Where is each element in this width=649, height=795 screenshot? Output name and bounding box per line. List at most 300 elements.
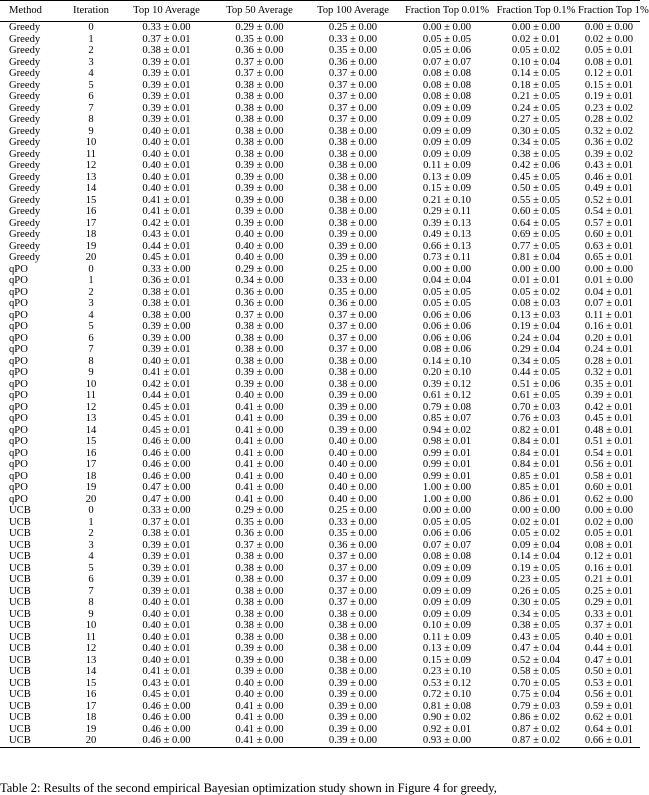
value-cell: 0.25 ± 0.00 — [328, 505, 378, 516]
value-cell: 0.40 ± 0.01 — [142, 171, 191, 183]
iteration-cell: 11 — [85, 631, 97, 643]
value-cell: 0.87 ± 0.02 — [494, 735, 578, 747]
value-cell: 0.39 ± 0.01 — [142, 562, 191, 574]
value-cell: 0.29 ± 0.11 — [423, 206, 471, 217]
value-cell: 0.05 ± 0.01 — [584, 528, 634, 539]
value-cell: 0.33 ± 0.00 — [142, 505, 191, 516]
value-cell: 0.23 ± 0.10 — [422, 666, 472, 677]
value-cell: 0.28 ± 0.01 — [584, 355, 634, 367]
method-cell: Greedy — [9, 171, 41, 183]
value-cell: 0.00 ± 0.00 — [511, 505, 561, 516]
value-cell: 0.36 ± 0.02 — [584, 137, 634, 148]
iteration-cell: 11 — [85, 148, 97, 160]
value-cell: 0.44 ± 0.01 — [142, 240, 191, 252]
value-cell: 0.09 ± 0.09 — [422, 102, 472, 114]
value-cell: 0.62 ± 0.00 — [584, 493, 634, 505]
value-cell: 0.01 ± 0.01 — [511, 275, 561, 286]
value-cell: 0.54 ± 0.01 — [584, 447, 634, 459]
value-cell: 0.53 ± 0.01 — [584, 677, 634, 689]
value-cell: 0.04 ± 0.01 — [584, 286, 634, 298]
value-cell: 0.59 ± 0.01 — [584, 700, 634, 712]
iteration-cell: 12 — [85, 160, 97, 171]
value-cell: 0.38 ± 0.00 — [235, 551, 284, 562]
value-cell: 0.40 ± 0.00 — [328, 459, 378, 470]
value-cell: 0.38 ± 0.00 — [235, 102, 284, 114]
iteration-cell: 2 — [88, 286, 94, 298]
value-cell: 0.34 ± 0.05 — [511, 137, 561, 148]
value-cell: 0.21 ± 0.10 — [422, 194, 472, 206]
iteration-cell: 14 — [85, 666, 97, 677]
iteration-cell: 3 — [88, 56, 94, 68]
value-cell: 0.40 ± 0.01 — [142, 355, 191, 367]
value-cell: 0.15 ± 0.01 — [584, 79, 634, 91]
method-cell: UCB — [9, 539, 31, 551]
value-cell: 0.93 ± 0.00 — [400, 735, 494, 747]
value-cell: 0.92 ± 0.01 — [422, 723, 472, 735]
iteration-cell: 17 — [85, 217, 97, 229]
value-cell: 0.39 ± 0.01 — [142, 79, 191, 91]
value-cell: 0.37 ± 0.00 — [328, 68, 378, 79]
value-cell: 0.37 ± 0.00 — [235, 309, 284, 321]
table-row — [0, 379, 640, 391]
value-cell: 0.56 ± 0.01 — [584, 459, 634, 470]
method-cell: qPO — [9, 378, 28, 390]
iteration-cell: 15 — [85, 677, 97, 689]
value-cell: 0.14 ± 0.04 — [511, 551, 561, 562]
table-row — [0, 160, 640, 172]
value-cell: 0.38 ± 0.00 — [235, 620, 284, 631]
table-row — [0, 264, 640, 276]
column-header: Fraction Top 1% — [578, 1, 640, 22]
value-cell: 0.41 ± 0.00 — [235, 482, 284, 493]
value-cell: 0.37 ± 0.00 — [328, 332, 378, 344]
value-cell: 0.40 ± 0.00 — [328, 493, 378, 505]
method-cell: UCB — [9, 631, 31, 643]
value-cell: 0.37 ± 0.00 — [328, 79, 378, 91]
value-cell: 0.41 ± 0.00 — [235, 470, 284, 482]
value-cell: 0.38 ± 0.00 — [328, 367, 378, 378]
value-cell: 0.86 ± 0.01 — [511, 493, 561, 505]
method-cell: UCB — [9, 689, 31, 700]
value-cell: 0.85 ± 0.01 — [511, 482, 561, 493]
value-cell: 0.36 ± 0.00 — [235, 528, 284, 539]
value-cell: 0.39 ± 0.00 — [235, 194, 284, 206]
value-cell: 0.32 ± 0.02 — [584, 125, 634, 137]
method-cell: UCB — [9, 712, 31, 723]
value-cell: 0.39 ± 0.00 — [328, 229, 378, 240]
value-cell: 0.41 ± 0.00 — [235, 700, 284, 712]
value-cell: 0.12 ± 0.01 — [584, 68, 634, 79]
value-cell: 0.38 ± 0.00 — [235, 114, 284, 125]
value-cell: 0.40 ± 0.00 — [235, 229, 284, 240]
value-cell: 0.41 ± 0.01 — [142, 367, 191, 378]
iteration-cell: 20 — [85, 252, 97, 263]
value-cell: 0.41 ± 0.01 — [142, 194, 191, 206]
value-cell: 0.19 ± 0.05 — [511, 562, 561, 574]
table-row — [0, 390, 640, 402]
value-cell: 0.10 ± 0.04 — [511, 56, 561, 68]
value-cell: 0.41 ± 0.00 — [235, 436, 284, 447]
value-cell: 0.13 ± 0.03 — [511, 309, 561, 321]
value-cell: 0.34 ± 0.00 — [235, 275, 284, 286]
value-cell: 0.08 ± 0.08 — [422, 68, 472, 79]
table-row — [0, 712, 640, 724]
value-cell: 0.20 ± 0.01 — [584, 332, 634, 344]
value-cell: 0.45 ± 0.01 — [584, 413, 634, 424]
value-cell: 0.08 ± 0.08 — [422, 91, 472, 102]
value-cell: 0.38 ± 0.00 — [235, 91, 284, 102]
value-cell: 0.73 ± 0.11 — [423, 252, 471, 263]
iteration-cell: 19 — [85, 723, 97, 735]
method-cell: qPO — [9, 470, 28, 482]
method-cell: qPO — [9, 332, 28, 344]
value-cell: 0.60 ± 0.01 — [584, 482, 634, 493]
method-cell: UCB — [9, 505, 31, 516]
value-cell: 0.37 ± 0.00 — [328, 562, 378, 574]
value-cell: 0.40 ± 0.00 — [235, 252, 284, 263]
value-cell: 0.06 ± 0.06 — [422, 309, 472, 321]
value-cell: 0.29 ± 0.01 — [584, 597, 634, 608]
value-cell: 0.37 ± 0.00 — [328, 309, 378, 321]
value-cell: 0.39 ± 0.00 — [306, 735, 400, 747]
table-row — [0, 701, 640, 713]
value-cell: 0.07 ± 0.01 — [584, 298, 634, 309]
value-cell: 0.39 ± 0.00 — [235, 160, 284, 171]
method-cell: UCB — [9, 643, 31, 654]
value-cell: 0.38 ± 0.00 — [328, 194, 378, 206]
table-row — [0, 528, 640, 540]
value-cell: 0.39 ± 0.00 — [328, 390, 378, 401]
value-cell: 0.75 ± 0.04 — [511, 689, 561, 700]
iteration-cell: 19 — [85, 482, 97, 493]
iteration-cell: 9 — [88, 125, 94, 137]
method-cell: Greedy — [9, 79, 41, 91]
table-row — [0, 241, 640, 253]
value-cell: 0.37 ± 0.00 — [328, 321, 378, 332]
value-cell: 0.08 ± 0.01 — [584, 56, 634, 68]
value-cell: 0.20 ± 0.10 — [422, 367, 472, 378]
value-cell: 0.38 ± 0.00 — [328, 355, 378, 367]
iteration-cell: 10 — [85, 137, 97, 148]
value-cell: 0.16 ± 0.01 — [584, 321, 634, 332]
value-cell: 0.46 ± 0.00 — [142, 447, 191, 459]
value-cell: 0.40 ± 0.01 — [142, 620, 191, 631]
value-cell: 0.38 ± 0.00 — [235, 137, 284, 148]
method-cell: UCB — [9, 666, 31, 677]
table-row — [0, 551, 640, 563]
method-cell: UCB — [9, 608, 31, 620]
value-cell: 0.05 ± 0.01 — [584, 45, 634, 56]
table-row — [0, 666, 640, 678]
value-cell: 0.44 ± 0.01 — [584, 643, 634, 654]
value-cell: 0.41 ± 0.00 — [213, 735, 306, 747]
value-cell: 0.37 ± 0.00 — [235, 68, 284, 79]
value-cell: 0.45 ± 0.01 — [142, 413, 191, 424]
value-cell: 0.05 ± 0.06 — [422, 45, 472, 56]
iteration-cell: 15 — [85, 436, 97, 447]
value-cell: 0.69 ± 0.05 — [511, 229, 561, 240]
value-cell: 0.46 ± 0.00 — [120, 735, 213, 747]
method-cell: Greedy — [9, 22, 41, 33]
value-cell: 0.39 ± 0.00 — [328, 424, 378, 436]
value-cell: 0.46 ± 0.00 — [142, 700, 191, 712]
value-cell: 0.00 ± 0.00 — [422, 22, 472, 33]
value-cell: 0.84 ± 0.01 — [511, 447, 561, 459]
value-cell: 0.38 ± 0.00 — [328, 608, 378, 620]
value-cell: 0.99 ± 0.01 — [422, 447, 472, 459]
table-row — [0, 505, 640, 517]
table-row — [0, 103, 640, 115]
value-cell: 0.85 ± 0.01 — [511, 470, 561, 482]
value-cell: 0.84 ± 0.01 — [511, 436, 561, 447]
method-cell: qPO — [9, 424, 28, 436]
value-cell: 0.43 ± 0.01 — [142, 229, 191, 240]
table-row — [0, 333, 640, 345]
value-cell: 0.38 ± 0.00 — [235, 597, 284, 608]
value-cell: 0.55 ± 0.05 — [511, 194, 561, 206]
table-header — [0, 1, 649, 22]
value-cell: 0.09 ± 0.09 — [422, 574, 472, 585]
column-header: Fraction Top 0.01% — [400, 1, 494, 22]
value-cell: 0.40 ± 0.00 — [235, 390, 284, 401]
value-cell: 0.36 ± 0.00 — [328, 539, 378, 551]
value-cell: 0.38 ± 0.00 — [328, 643, 378, 654]
value-cell: 1.00 ± 0.00 — [422, 482, 472, 493]
value-cell: 0.46 ± 0.00 — [142, 723, 191, 735]
value-cell: 0.11 ± 0.09 — [423, 631, 471, 643]
value-cell: 0.36 ± 0.00 — [328, 56, 378, 68]
iteration-cell: 2 — [88, 528, 94, 539]
value-cell: 0.38 ± 0.00 — [235, 574, 284, 585]
value-cell: 0.38 ± 0.01 — [142, 286, 191, 298]
value-cell: 0.36 ± 0.00 — [235, 298, 284, 309]
value-cell: 0.46 ± 0.00 — [142, 459, 191, 470]
value-cell: 0.33 ± 0.01 — [584, 608, 634, 620]
value-cell: 0.05 ± 0.02 — [511, 528, 561, 539]
method-cell: Greedy — [9, 229, 41, 240]
method-cell: UCB — [9, 597, 31, 608]
value-cell: 0.45 ± 0.01 — [142, 424, 191, 436]
value-cell: 0.33 ± 0.00 — [328, 33, 378, 45]
value-cell: 0.39 ± 0.01 — [142, 91, 191, 102]
method-cell: Greedy — [9, 125, 41, 137]
iteration-cell: 6 — [88, 91, 94, 102]
method-cell: Greedy — [9, 183, 41, 194]
iteration-cell: 5 — [88, 79, 94, 91]
value-cell: 0.09 ± 0.09 — [422, 114, 472, 125]
iteration-cell: 20 — [62, 735, 120, 747]
value-cell: 0.60 ± 0.01 — [584, 229, 634, 240]
iteration-cell: 16 — [85, 206, 97, 217]
value-cell: 0.40 ± 0.00 — [328, 470, 378, 482]
value-cell: 0.84 ± 0.01 — [511, 459, 561, 470]
value-cell: 0.38 ± 0.00 — [328, 631, 378, 643]
table-row — [0, 321, 640, 333]
value-cell: 0.29 ± 0.04 — [511, 344, 561, 355]
value-cell: 0.46 ± 0.00 — [142, 470, 191, 482]
value-cell: 0.19 ± 0.01 — [584, 91, 634, 102]
value-cell: 0.07 ± 0.07 — [422, 56, 472, 68]
table-row — [0, 57, 640, 69]
value-cell: 0.47 ± 0.00 — [142, 493, 191, 505]
table-row — [0, 413, 640, 425]
value-cell: 0.21 ± 0.01 — [584, 574, 634, 585]
table-row — [0, 367, 640, 379]
method-cell: qPO — [9, 298, 28, 309]
table-row — [0, 586, 640, 598]
table-body — [0, 22, 640, 748]
value-cell: 0.82 ± 0.01 — [511, 424, 561, 436]
table-caption: Table 2: Results of the second empirical Bayesian optimization study shown in Figure 4 for greedy, — [0, 781, 497, 795]
value-cell: 0.38 ± 0.00 — [235, 344, 284, 355]
method-cell: qPO — [9, 459, 28, 470]
value-cell: 0.38 ± 0.00 — [235, 585, 284, 597]
value-cell: 0.38 ± 0.00 — [235, 321, 284, 332]
method-cell: qPO — [9, 309, 28, 321]
table-row — [0, 436, 640, 448]
value-cell: 0.39 ± 0.00 — [235, 643, 284, 654]
value-cell: 0.45 ± 0.05 — [511, 171, 561, 183]
iteration-cell: 7 — [88, 585, 94, 597]
table-row — [0, 517, 640, 529]
value-cell: 0.52 ± 0.01 — [584, 194, 634, 206]
value-cell: 0.30 ± 0.05 — [511, 125, 561, 137]
value-cell: 0.58 ± 0.01 — [584, 470, 634, 482]
value-cell: 0.54 ± 0.01 — [584, 206, 634, 217]
value-cell: 0.32 ± 0.01 — [584, 367, 634, 378]
value-cell: 0.38 ± 0.00 — [328, 378, 378, 390]
value-cell: 0.14 ± 0.10 — [422, 355, 472, 367]
iteration-cell: 8 — [88, 597, 94, 608]
method-cell: UCB — [9, 620, 31, 631]
value-cell: 0.39 ± 0.13 — [422, 217, 472, 229]
value-cell: 0.33 ± 0.00 — [328, 275, 378, 286]
value-cell: 0.09 ± 0.09 — [422, 148, 472, 160]
value-cell: 0.98 ± 0.01 — [422, 436, 472, 447]
value-cell: 0.66 ± 0.13 — [422, 240, 472, 252]
value-cell: 0.09 ± 0.09 — [422, 137, 472, 148]
iteration-cell: 2 — [88, 45, 94, 56]
iteration-cell: 7 — [88, 102, 94, 114]
value-cell: 0.39 ± 0.01 — [142, 114, 191, 125]
value-cell: 0.36 ± 0.00 — [328, 298, 378, 309]
value-cell: 0.09 ± 0.09 — [422, 562, 472, 574]
method-cell: Greedy — [9, 252, 41, 263]
iteration-cell: 3 — [88, 539, 94, 551]
table-row — [0, 149, 640, 161]
iteration-cell: 0 — [88, 505, 94, 516]
value-cell: 0.52 ± 0.04 — [511, 654, 561, 666]
value-cell: 0.81 ± 0.08 — [422, 700, 472, 712]
value-cell: 0.12 ± 0.01 — [584, 551, 634, 562]
method-cell: qPO — [9, 367, 28, 378]
method-cell: UCB — [9, 677, 31, 689]
value-cell: 0.25 ± 0.00 — [328, 22, 378, 33]
method-cell: UCB — [9, 516, 31, 528]
iteration-cell: 1 — [88, 33, 94, 45]
table-row — [0, 609, 640, 621]
value-cell: 0.37 ± 0.00 — [235, 56, 284, 68]
value-cell: 0.39 ± 0.00 — [328, 240, 378, 252]
iteration-cell: 9 — [88, 367, 94, 378]
value-cell: 0.38 ± 0.00 — [235, 79, 284, 91]
value-cell: 0.00 ± 0.00 — [511, 263, 561, 275]
value-cell: 0.41 ± 0.00 — [235, 424, 284, 436]
value-cell: 0.40 ± 0.01 — [142, 183, 191, 194]
value-cell: 0.10 ± 0.09 — [422, 620, 472, 631]
value-cell: 0.05 ± 0.05 — [422, 298, 472, 309]
value-cell: 0.40 ± 0.01 — [142, 137, 191, 148]
table-row — [0, 678, 640, 690]
iteration-cell: 0 — [88, 263, 94, 275]
value-cell: 0.35 ± 0.00 — [328, 528, 378, 539]
method-cell: UCB — [9, 574, 31, 585]
iteration-cell: 9 — [88, 608, 94, 620]
value-cell: 0.72 ± 0.10 — [422, 689, 472, 700]
value-cell: 0.39 ± 0.01 — [142, 585, 191, 597]
method-cell: UCB — [9, 723, 31, 735]
value-cell: 0.09 ± 0.09 — [422, 608, 472, 620]
iteration-cell: 6 — [88, 332, 94, 344]
value-cell: 0.39 ± 0.01 — [584, 390, 634, 401]
iteration-cell: 13 — [85, 654, 97, 666]
value-cell: 0.37 ± 0.00 — [328, 91, 378, 102]
table-row — [0, 574, 640, 586]
value-cell: 0.40 ± 0.01 — [142, 608, 191, 620]
value-cell: 0.46 ± 0.01 — [584, 171, 634, 183]
value-cell: 0.42 ± 0.01 — [142, 217, 191, 229]
value-cell: 0.00 ± 0.00 — [584, 263, 634, 275]
value-cell: 0.38 ± 0.00 — [328, 160, 378, 171]
value-cell: 0.11 ± 0.09 — [423, 160, 471, 171]
value-cell: 0.40 ± 0.01 — [584, 631, 634, 643]
value-cell: 0.37 ± 0.00 — [328, 597, 378, 608]
value-cell: 0.40 ± 0.01 — [142, 631, 191, 643]
value-cell: 0.38 ± 0.00 — [328, 620, 378, 631]
iteration-cell: 13 — [85, 171, 97, 183]
value-cell: 0.38 ± 0.00 — [235, 125, 284, 137]
table-row — [0, 735, 640, 747]
value-cell: 0.02 ± 0.01 — [511, 516, 561, 528]
value-cell: 0.38 ± 0.00 — [328, 171, 378, 183]
value-cell: 0.47 ± 0.04 — [511, 643, 561, 654]
iteration-cell: 17 — [85, 459, 97, 470]
value-cell: 0.37 ± 0.00 — [328, 114, 378, 125]
value-cell: 0.37 ± 0.01 — [584, 620, 634, 631]
value-cell: 0.53 ± 0.12 — [422, 677, 472, 689]
table-row — [0, 91, 640, 103]
value-cell: 0.43 ± 0.05 — [511, 631, 561, 643]
value-cell: 0.24 ± 0.05 — [511, 102, 561, 114]
table-row — [0, 252, 640, 264]
value-cell: 0.39 ± 0.00 — [328, 712, 378, 723]
value-cell: 0.36 ± 0.00 — [235, 286, 284, 298]
value-cell: 0.50 ± 0.01 — [584, 666, 634, 677]
value-cell: 0.25 ± 0.01 — [584, 585, 634, 597]
value-cell: 0.37 ± 0.00 — [328, 585, 378, 597]
value-cell: 0.39 ± 0.00 — [235, 206, 284, 217]
method-cell: Greedy — [9, 217, 41, 229]
method-cell: Greedy — [9, 56, 41, 68]
value-cell: 0.40 ± 0.00 — [328, 436, 378, 447]
value-cell: 0.38 ± 0.00 — [328, 125, 378, 137]
value-cell: 0.41 ± 0.00 — [235, 401, 284, 413]
iteration-cell: 14 — [85, 183, 97, 194]
iteration-cell: 12 — [85, 643, 97, 654]
value-cell: 0.34 ± 0.05 — [511, 608, 561, 620]
value-cell: 0.40 ± 0.01 — [142, 148, 191, 160]
iteration-cell: 20 — [85, 493, 97, 505]
